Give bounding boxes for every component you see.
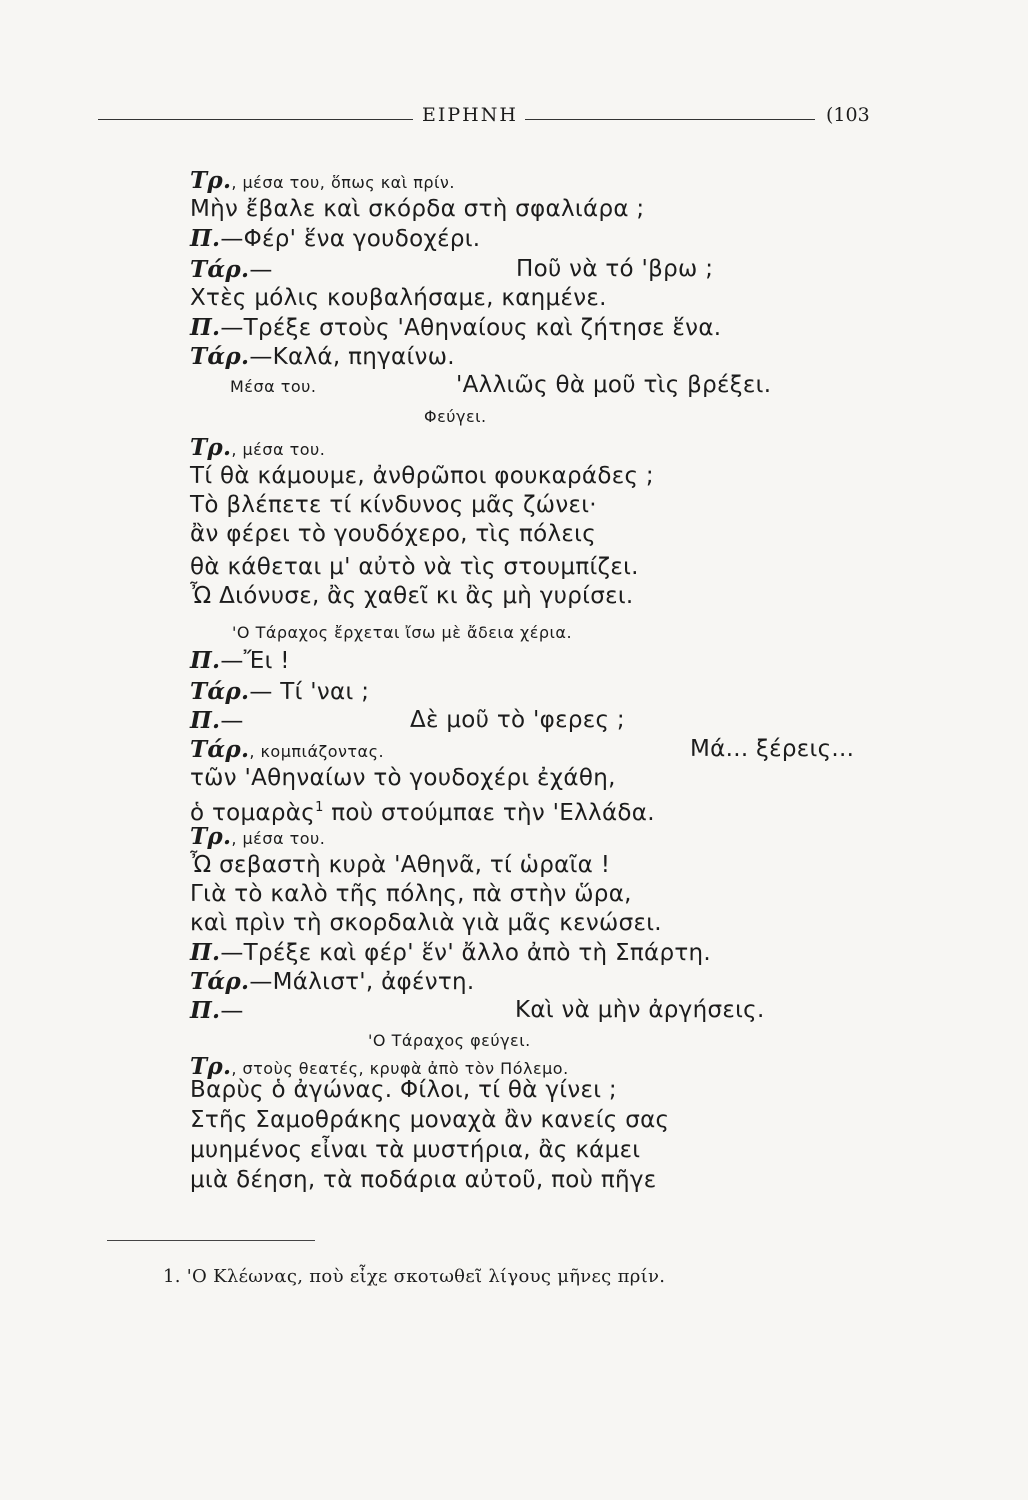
- footnote-marker: 1: [315, 800, 324, 815]
- text-line: [190, 764, 616, 793]
- text-line: [190, 822, 325, 853]
- text-line: [190, 284, 607, 313]
- speaker-name: Π.: [190, 314, 221, 341]
- verse-text-continued: Ποῦ νὰ τό 'βρω ;: [516, 256, 714, 282]
- verse-text: Βαρὺς ὁ ἀγώνας. Φίλοι, τί θὰ γίνει ;: [190, 1077, 617, 1103]
- text-line: [190, 1136, 640, 1165]
- text-line: [190, 909, 662, 938]
- speaker-name: Τάρ.: [190, 968, 250, 995]
- text-line: [190, 1166, 657, 1195]
- verse-text-continued: Μά... ξέρεις...: [690, 736, 855, 762]
- verse-text: ὁ τομαρὰς: [190, 800, 316, 826]
- text-line: [190, 195, 644, 224]
- text-line: [190, 582, 634, 611]
- text-line: [190, 706, 790, 736]
- verse-text: Στῆς Σαμοθράκης μοναχὰ ἂν κανείς σας: [190, 1107, 670, 1133]
- text-line: [190, 491, 597, 520]
- verse-text: —Τρέξε στοὺς 'Αθηναίους καὶ ζήτησε ἕνα.: [220, 315, 722, 341]
- verse-text: Ὦ σεβαστὴ κυρὰ 'Αθηνᾶ, τί ὡραῖα !: [190, 852, 611, 878]
- verse-text: — Τί 'ναι ;: [249, 679, 370, 705]
- text-line: [190, 520, 596, 549]
- running-header: [98, 100, 888, 134]
- speaker-name: Π.: [190, 707, 221, 734]
- verse-text: Χτὲς μόλις κουβαλήσαμε, καημένε.: [190, 285, 607, 311]
- text-line: [190, 851, 610, 880]
- speaker-name: Π.: [190, 647, 221, 674]
- text-line: [190, 166, 455, 197]
- verse-text: —: [220, 708, 244, 734]
- stage-direction: , στοὺς θεατές, κρυφὰ ἀπὸ τὸν Πόλεμο.: [231, 1059, 569, 1078]
- verse-text: Ὦ Διόνυσε, ἂς χαθεῖ κι ἂς μὴ γυρίσει.: [190, 583, 634, 609]
- text-line: [190, 646, 290, 676]
- stage-direction: Μέσα του.: [230, 377, 317, 396]
- speaker-name: Π.: [190, 997, 221, 1024]
- header-rule-left: [98, 119, 413, 120]
- text-line: [190, 1106, 669, 1135]
- verse-text: —Καλά, πηγαίνω.: [249, 344, 455, 370]
- text-line: [190, 735, 890, 766]
- verse-text: ἂν φέρει τὸ γουδόχερο, τὶς πόλεις: [190, 521, 597, 547]
- stage-direction: , μέσα του.: [231, 829, 326, 848]
- verse-text: —: [249, 257, 273, 283]
- verse-text: Τί θὰ κάμουμε, ἀνθρῶποι φουκαράδες ;: [190, 463, 654, 489]
- page-number: (103: [826, 104, 870, 126]
- text-line: [190, 342, 455, 372]
- text-line: [190, 433, 325, 464]
- footnote-rule: [107, 1240, 315, 1241]
- stage-direction: , μέσα του, ὅπως καὶ πρίν.: [231, 173, 455, 192]
- stage-direction: , μέσα του.: [231, 440, 326, 459]
- verse-text: Μὴν ἔβαλε καὶ σκόρδα στὴ σφαλιάρα ;: [190, 196, 645, 222]
- stage-direction-line: [368, 1026, 531, 1055]
- verse-text: —Μάλιστ', ἀφέντη.: [249, 969, 475, 995]
- speaker-name: Τρ.: [190, 1053, 232, 1080]
- stage-direction: 'Ο Τάραχος φεύγει.: [368, 1031, 531, 1050]
- text-line: [190, 938, 711, 968]
- running-title: ΕΙΡΗΝΗ: [422, 104, 518, 126]
- verse-text-continued: ποὺ στούμπαε τὴν 'Ελλάδα.: [323, 800, 655, 826]
- text-line: [190, 313, 721, 343]
- text-line: [190, 553, 639, 582]
- speaker-name: Τρ.: [190, 434, 232, 461]
- speaker-name: Π.: [190, 939, 221, 966]
- text-line: [190, 880, 632, 909]
- speaker-name: Τρ.: [190, 167, 232, 194]
- verse-text: Τὸ βλέπετε τί κίνδυνος μᾶς ζώνει·: [190, 492, 597, 518]
- text-line: [190, 224, 480, 254]
- verse-text: —: [220, 998, 244, 1024]
- verse-text-continued: 'Αλλιῶς θὰ μοῦ τὶς βρέξει.: [456, 372, 772, 398]
- verse-text: —Τρέξε καὶ φέρ' ἕν' ἄλλο ἀπὸ τὴ Σπάρτη.: [220, 940, 712, 966]
- speaker-name: Τάρ.: [190, 736, 250, 763]
- speaker-name: Τάρ.: [190, 256, 250, 283]
- text-line: [190, 967, 475, 997]
- stage-direction: Φεύγει.: [424, 407, 487, 426]
- speaker-name: Τάρ.: [190, 343, 250, 370]
- header-rule-right: [525, 119, 815, 120]
- stage-direction-line: [424, 402, 487, 431]
- stage-direction: , κομπιάζοντας.: [249, 742, 385, 761]
- verse-text-continued: Δὲ μοῦ τὸ 'φερες ;: [410, 707, 625, 733]
- verse-text: —Φέρ' ἕνα γουδοχέρι.: [220, 226, 481, 252]
- text-line: [190, 462, 654, 491]
- stage-direction-line: [232, 618, 572, 647]
- verse-text: Γιὰ τὸ καλὸ τῆς πόλης, πὰ στὴν ὥρα,: [190, 881, 632, 907]
- text-line: [190, 996, 810, 1026]
- verse-text: μιὰ δέηση, τὰ ποδάρια αὐτοῦ, ποὺ πῆγε: [190, 1167, 657, 1193]
- text-line: [190, 677, 369, 707]
- verse-text-continued: Καὶ νὰ μὴν ἀργήσεις.: [515, 997, 765, 1023]
- speaker-name: Π.: [190, 225, 221, 252]
- footnote: 1. 'Ο Κλέωνας, ποὺ εἶχε σκοτωθεῖ λίγους μῆνες πρίν.: [163, 1266, 666, 1287]
- speaker-name: Τρ.: [190, 823, 232, 850]
- stage-direction: 'Ο Τάραχος ἔρχεται ἴσω μὲ ἄδεια χέρια.: [232, 623, 573, 642]
- verse-text: μυημένος εἶναι τὰ μυστήρια, ἂς κάμει: [190, 1137, 641, 1163]
- verse-text: θὰ κάθεται μ' αὐτὸ νὰ τὶς στουμπίζει.: [190, 554, 639, 580]
- text-line: [230, 371, 850, 401]
- verse-text: —Ἔι !: [220, 648, 290, 674]
- verse-text: καὶ πρὶν τὴ σκορδαλιὰ γιὰ μᾶς κενώσει.: [190, 910, 662, 936]
- text-line: [190, 255, 790, 285]
- text-line: [190, 1076, 617, 1105]
- speaker-name: Τάρ.: [190, 678, 250, 705]
- verse-text: τῶν 'Αθηναίων τὸ γουδοχέρι ἐχάθη,: [190, 765, 616, 791]
